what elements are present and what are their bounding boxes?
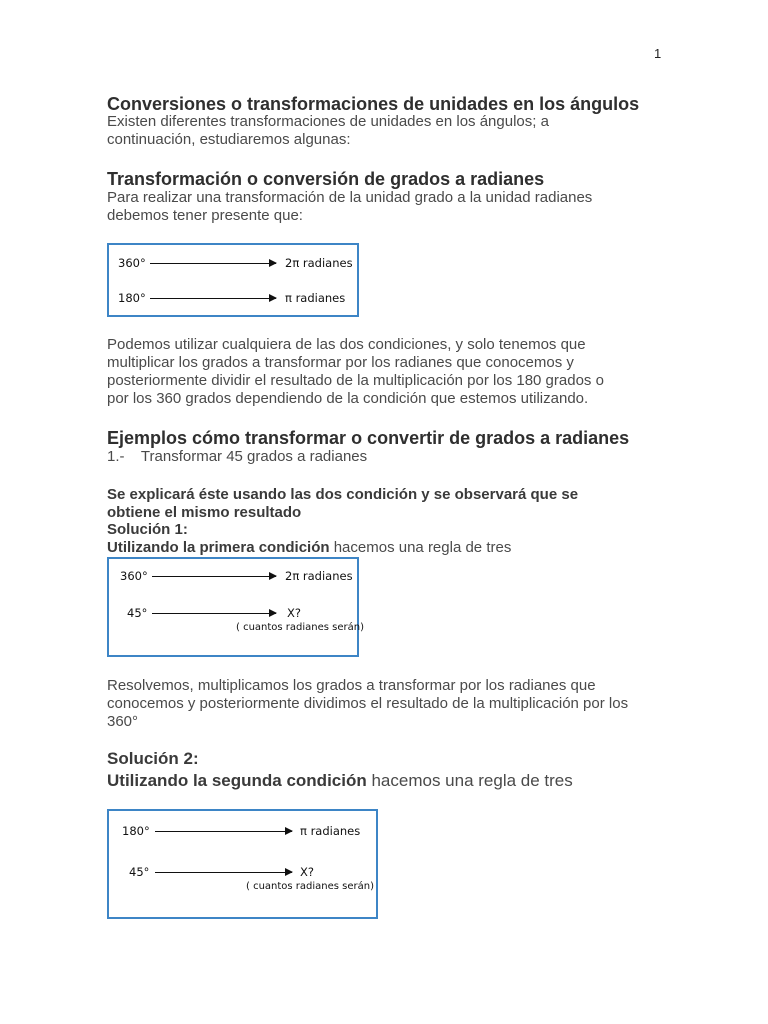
two-pi-radians-label: 2π radianes [285, 256, 353, 270]
intro-paragraph [107, 113, 667, 149]
intro-line-2: continuación, estudiaremos algunas: [107, 131, 351, 148]
solution-1-title: Solución 1: [107, 521, 188, 538]
arrow-right-icon [155, 831, 292, 832]
conditions-box [107, 243, 359, 317]
solution-1-line [107, 539, 667, 557]
arrow-right-icon [152, 613, 276, 614]
condition-paragraph [107, 189, 667, 225]
method-line-3: posteriormente dividir el resultado de la multiplicación por los 180 grados o [107, 372, 604, 389]
method-paragraph [107, 336, 667, 408]
arrow-right-icon [152, 576, 276, 577]
method-line-2: multiplicar los grados a transformar por los radianes que conocemos y [107, 354, 574, 371]
pi-radians-label: π radianes [300, 824, 361, 838]
method-line-1: Podemos utilizar cualquiera de las dos condiciones, y solo tenemos que [107, 336, 586, 353]
condition-line-1: Para realizar una transformación de la unidad grado a la unidad radianes [107, 189, 593, 206]
solution-2-bold: Utilizando la segunda condición [107, 771, 367, 790]
arrow-right-icon [150, 263, 276, 264]
x-unknown-label: X? [287, 606, 301, 620]
degrees-45-label: 45° [129, 865, 150, 879]
example-item-1: 1.- Transformar 45 grados a radianes [107, 448, 368, 465]
solution-1-row-45 [109, 606, 365, 640]
solution-2-line [107, 770, 667, 792]
how-many-radians-note: ( cuantos radianes serán) [246, 881, 375, 892]
how-many-radians-note: ( cuantos radianes serán) [236, 622, 365, 633]
solution-2-box [107, 809, 378, 919]
x-unknown-label: X? [300, 865, 314, 879]
conditions-row-180 [109, 291, 357, 307]
explanation-text [107, 486, 667, 522]
resolve-line-3: 360° [107, 713, 139, 730]
conditions-row-360 [109, 256, 357, 272]
degrees-180-label: 180° [122, 824, 150, 838]
resolve-line-1: Resolvemos, multiplicamos los grados a transformar por los radianes que [107, 677, 596, 694]
degrees-180-label: 180° [118, 291, 146, 305]
degrees-360-label: 360° [118, 256, 146, 270]
solution-1-row-360 [109, 569, 357, 585]
pi-radians-label: π radianes [285, 291, 346, 305]
solution-1-bold: Utilizando la primera condición [107, 539, 330, 556]
intro-line-1: Existen diferentes transformaciones de unidades en los ángulos; a [107, 113, 549, 130]
solution-1-box [107, 557, 365, 657]
solution-2-title: Solución 2: [107, 749, 199, 768]
resolve-line-2: conocemos y posteriormente dividimos el resultado de la multiplicación por los [107, 695, 629, 712]
method-line-4: por los 360 grados dependiendo de la condición que estemos utilizando. [107, 390, 589, 407]
resolve-paragraph [107, 677, 667, 731]
section-title-degrees-to-radians: Transformación o conversión de grados a radianes [107, 169, 545, 189]
page-number: 1 [654, 46, 662, 61]
solution-2-row-45 [109, 865, 376, 899]
solution-1-rest: hacemos una regla de tres [329, 539, 512, 556]
explanation-line-1: Se explicará éste usando las dos condición y se observará que se [107, 486, 579, 503]
condition-line-2: debemos tener presente que: [107, 207, 303, 224]
arrow-right-icon [155, 872, 292, 873]
two-pi-radians-label: 2π radianes [285, 569, 353, 583]
section-title-examples: Ejemplos cómo transformar o convertir de grados a radianes [107, 428, 630, 448]
explanation-line-2: obtiene el mismo resultado [107, 504, 302, 521]
arrow-right-icon [150, 298, 276, 299]
solution-2-row-180 [109, 824, 376, 840]
solution-2-rest: hacemos una regla de tres [366, 771, 573, 790]
degrees-360-label: 360° [120, 569, 148, 583]
degrees-45-label: 45° [127, 606, 148, 620]
section-title-conversions: Conversiones o transformaciones de unidades en los ángulos [107, 94, 640, 114]
